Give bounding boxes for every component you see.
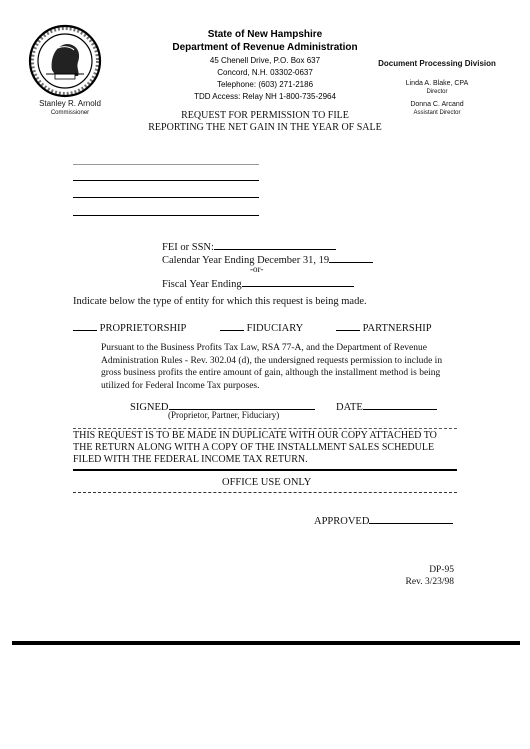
partnership-checkbox[interactable] (336, 319, 360, 331)
notice-top-rule (73, 428, 457, 429)
office-use-label: OFFICE USE ONLY (222, 477, 312, 488)
telephone: Telephone: (603) 271-2186 (216, 80, 314, 89)
form-number: DP-95 (429, 565, 454, 575)
assistant-director-title: Assistant Director (413, 110, 461, 116)
bottom-bar (12, 641, 520, 645)
form-title-line-2: REPORTING THE NET GAIN IN THE YEAR OF SALE (148, 122, 382, 133)
proprietorship-checkbox[interactable] (73, 319, 97, 331)
partnership-label: PARTNERSHIP (362, 323, 432, 334)
body-text-line-1: Pursuant to the Business Profits Tax Law, RSA 77-A, and the Department of Revenue (101, 343, 427, 353)
address-line-1: 45 Chenell Drive, P.O. Box 637 (209, 56, 321, 65)
signer-role-note: (Proprietor, Partner, Fiduciary) (168, 410, 280, 420)
notice-bottom-rule (73, 469, 457, 471)
approved-label: APPROVED (314, 516, 370, 527)
address-line-2: Concord, N.H. 03302-0637 (217, 68, 313, 77)
proprietorship-label: PROPRIETORSHIP (99, 323, 187, 334)
director-name: Linda A. Blake, CPA (405, 80, 469, 87)
notice-line-2: THE RETURN ALONG WITH A COPY OF THE INSTALLMENT SALES SCHEDULE (73, 442, 435, 453)
fei-ssn-field[interactable] (214, 238, 336, 250)
taxpayer-address-line-2[interactable] (73, 197, 259, 198)
state-name: State of New Hampshire (207, 29, 323, 40)
signed-label: SIGNED (130, 402, 169, 413)
commissioner-name: Stanley R. Arnold (39, 99, 101, 108)
fiduciary-checkbox[interactable] (220, 319, 244, 331)
tdd-access: TDD Access: Relay NH 1-800-735-2964 (194, 92, 336, 101)
body-text-line-2: Administration Rules - Rev. 302.04 (d), the undersigned requests permission to include in (101, 355, 443, 366)
notice-line-3: FILED WITH THE FEDERAL INCOME TAX RETURN. (73, 454, 308, 465)
signature-field[interactable] (169, 398, 315, 410)
date-field[interactable] (363, 398, 437, 410)
body-text-line-3: gross business profits the entire amount of gain, although the installment method is being (101, 368, 441, 378)
entity-instruction: Indicate below the type of entity for which this request is being made. (73, 296, 367, 307)
assistant-director-name: Donna C. Arcand (410, 101, 464, 108)
commissioner-title: Commissioner (50, 110, 90, 116)
fiduciary-label: FIDUCIARY (246, 323, 304, 334)
fiscal-year-label: Fiscal Year Ending (162, 279, 242, 290)
fei-ssn-label: FEI or SSN: (162, 242, 214, 253)
calendar-year-field[interactable] (329, 251, 373, 263)
taxpayer-address-line-3[interactable] (73, 215, 259, 216)
director-title: Director (426, 89, 448, 95)
division-name: Document Processing Division (378, 59, 496, 68)
taxpayer-address-line-1[interactable] (73, 180, 259, 181)
body-text-line-4: utilized for Federal Income Tax purposes. (101, 380, 260, 391)
notice-line-1: THIS REQUEST IS TO BE MADE IN DUPLICATE WITH OUR COPY ATTACHED TO (73, 430, 437, 441)
office-use-rule (73, 492, 457, 493)
or-separator: -or- (250, 264, 264, 274)
taxpayer-name-line[interactable] (73, 164, 259, 165)
approved-field[interactable] (369, 512, 453, 524)
date-label: DATE (336, 402, 363, 413)
form-title-line-1: REQUEST FOR PERMISSION TO FILE (181, 110, 349, 121)
fiscal-year-field[interactable] (242, 275, 354, 287)
department-name: Department of Revenue Administration (172, 42, 358, 53)
calendar-year-label: Calendar Year Ending December 31, 19 (162, 255, 330, 266)
revision-date: Rev. 3/23/98 (405, 577, 454, 587)
state-seal-logo (28, 24, 102, 98)
